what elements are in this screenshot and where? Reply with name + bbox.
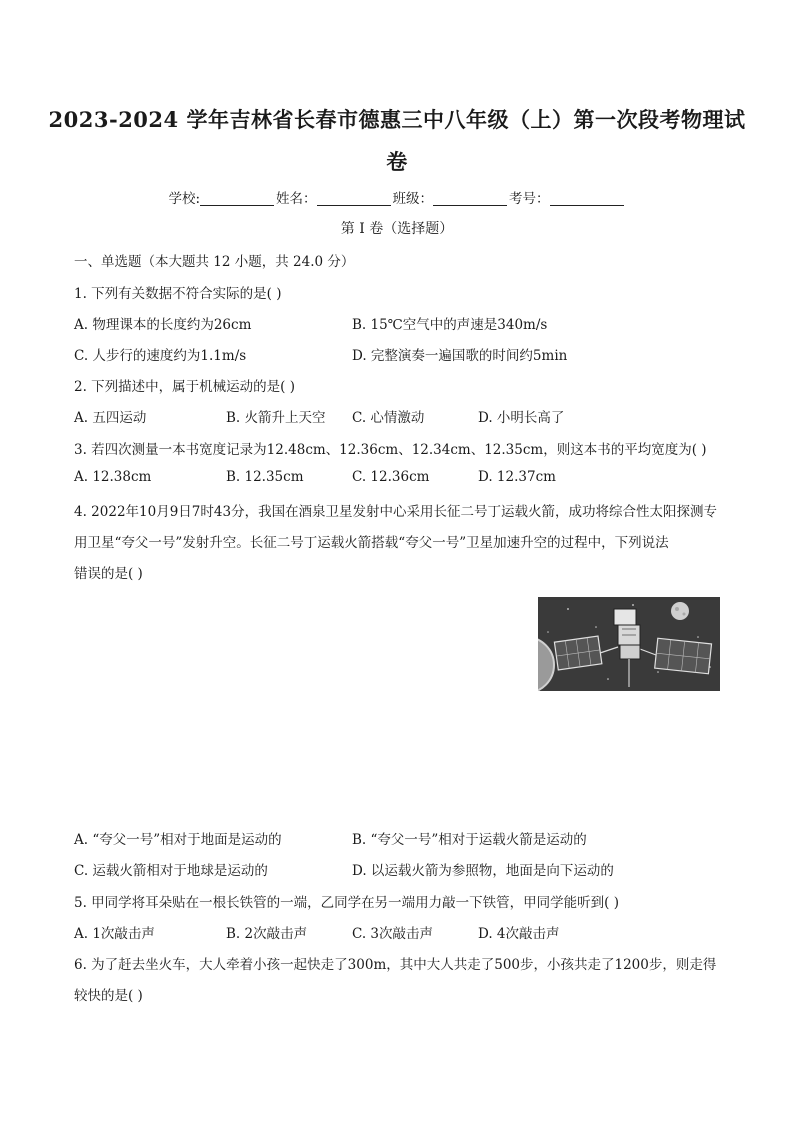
q1-option-a: A. 物理课本的长度约为26cm xyxy=(74,317,252,333)
q4-option-b: B. “夸父一号”相对于运载火箭是运动的 xyxy=(352,832,587,848)
page-title-line1: 2023-2024 学年吉林省长春市德惠三中八年级（上）第一次段考物理试 xyxy=(48,107,746,132)
section-heading: 一、单选题（本大题共 12 小题，共 24.0 分） xyxy=(74,254,355,270)
number-label: 考号： xyxy=(509,191,550,207)
q5-stem: 5. 甲同学将耳朵贴在一根长铁管的一端，乙同学在另一端用力敲一下铁管，甲同学能听到( ) xyxy=(74,895,619,911)
q1-stem: 1. 下列有关数据不符合实际的是( ) xyxy=(74,286,282,302)
q4-option-a: A. “夸父一号”相对于地面是运动的 xyxy=(74,832,282,848)
student-info-row xyxy=(0,187,794,207)
q3-option-d: D. 12.37cm xyxy=(478,469,556,485)
q3-option-c: C. 12.36cm xyxy=(352,469,430,485)
class-label: 班级： xyxy=(392,191,434,207)
satellite-image xyxy=(538,597,720,691)
q3-option-a: A. 12.38cm xyxy=(74,469,152,485)
q3-stem: 3. 若四次测量一本书宽度记录为12.48cm、12.36cm、12.34cm、12.35cm，则这本书的平均宽度为( ) xyxy=(74,442,707,458)
school-blank xyxy=(200,191,274,206)
q3-option-b: B. 12.35cm xyxy=(226,469,304,485)
q5-option-a: A. 1次敲击声 xyxy=(74,926,155,942)
q4-stem-line3: 错误的是( ) xyxy=(74,566,143,582)
q5-option-b: B. 2次敲击声 xyxy=(226,926,308,942)
q6-stem-line2: 较快的是( ) xyxy=(74,988,143,1004)
number-blank xyxy=(550,191,624,206)
q2-stem: 2. 下列描述中，属于机械运动的是( ) xyxy=(74,379,295,395)
q1-option-d: D. 完整演奏一遍国歌的时间约5min xyxy=(352,348,568,364)
q5-option-d: D. 4次敲击声 xyxy=(478,926,560,942)
q4-option-c: C. 运载火箭相对于地球是运动的 xyxy=(74,863,268,879)
q2-option-b: B. 火箭升上天空 xyxy=(226,410,326,426)
q1-option-c: C. 人步行的速度约为1.1m/s xyxy=(74,348,247,364)
class-blank xyxy=(433,191,507,206)
q4-stem-line1: 4. 2022年10月9日7时43分，我国在酒泉卫星发射中心采用长征二号丁运载火箭，成功将综合性太阳探测专 xyxy=(74,504,718,520)
q2-option-a: A. 五四运动 xyxy=(74,410,147,426)
q4-stem-line2: 用卫星“夸父一号”发射升空。长征二号丁运载火箭搭载“夸父一号”卫星加速升空的过程中，下列说法 xyxy=(74,535,669,551)
q5-option-c: C. 3次敲击声 xyxy=(352,926,434,942)
q4-option-d: D. 以运载火箭为参照物，地面是向下运动的 xyxy=(352,863,614,879)
name-label: 姓名： xyxy=(276,191,317,207)
q2-option-d: D. 小明长高了 xyxy=(478,410,565,426)
page-title-line2: 卷 xyxy=(386,149,408,174)
q6-stem-line1: 6. 为了赶去坐火车，大人牵着小孩一起快走了300m，其中大人共走了500步，小孩共走了1200步，则走得 xyxy=(74,957,717,973)
volume-heading: 第 I 卷（选择题） xyxy=(340,221,454,237)
q1-option-b: B. 15℃空气中的声速是340m/s xyxy=(352,317,548,333)
name-blank xyxy=(317,191,391,206)
school-label: 学校: xyxy=(168,191,201,207)
q2-option-c: C. 心情激动 xyxy=(352,410,425,426)
